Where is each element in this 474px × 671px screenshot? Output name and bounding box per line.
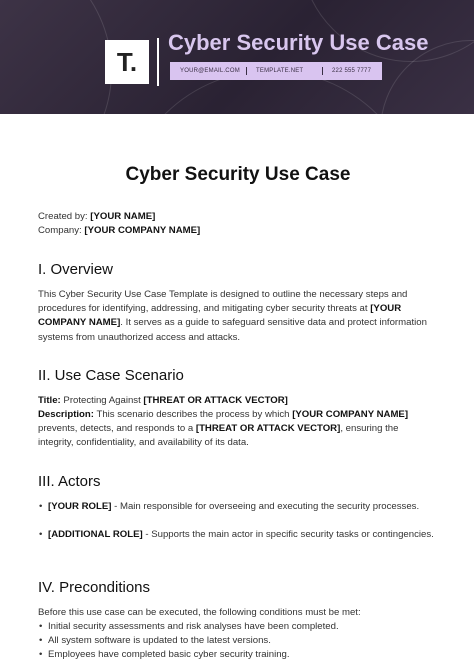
list-item: • All system software is updated to the latest versions.	[38, 634, 436, 648]
scenario-desc-threat: [THREAT OR ATTACK VECTOR]	[195, 423, 341, 435]
decorative-arc	[0, 0, 112, 114]
header-banner	[0, 0, 474, 114]
scenario-description	[38, 408, 436, 451]
section-heading-actors: III. Actors	[38, 473, 101, 490]
company-line	[38, 224, 200, 238]
preconditions-intro: Before this use case can be executed, the following conditions must be met:	[38, 607, 361, 618]
overview-text-2: . It serves as a guide to safeguard sensitive data and protect information systems from unauthorized access and attacks.	[38, 317, 427, 343]
scenario-desc-text-2: prevents, detects, and responds to a	[38, 423, 196, 435]
contact-divider	[322, 67, 323, 75]
list-item	[38, 500, 436, 514]
list-item: • Initial security assessments and risk analyses have been completed.	[38, 620, 436, 634]
contact-divider	[246, 67, 247, 75]
logo-divider	[157, 38, 159, 86]
scenario-title-text: Protecting Against	[63, 395, 144, 406]
banner-title: Cyber Security Use Case	[168, 30, 429, 55]
actor-role: [ADDITIONAL ROLE]	[48, 529, 143, 540]
actor-text: - Supports the main actor in specific security tasks or contingencies.	[142, 529, 434, 540]
actor-text: - Main responsible for overseeing and executing the security processes.	[111, 501, 420, 512]
created-by-value: [YOUR NAME]	[90, 211, 156, 222]
document-title: Cyber Security Use Case	[125, 164, 351, 185]
scenario-title-threat: [THREAT OR ATTACK VECTOR]	[143, 395, 288, 406]
contact-phone: 222 555 7777	[332, 68, 372, 74]
section-heading-overview: I. Overview	[38, 261, 114, 278]
scenario-title-label: Title:	[38, 395, 61, 406]
logo-letter: T.	[116, 46, 138, 77]
scenario-title-line	[38, 394, 436, 408]
list-item	[38, 528, 436, 542]
scenario-desc-text-3: , ensuring the integrity, confidentiality, and availability of its data.	[38, 423, 399, 449]
section-heading-scenario: II. Use Case Scenario	[38, 367, 184, 384]
scenario-desc-company: [YOUR COMPANY NAME]	[292, 409, 409, 420]
section-heading-preconditions: IV. Preconditions	[38, 579, 151, 596]
contact-email: YOUR@EMAIL.COM	[180, 68, 240, 74]
list-item: • Employees have completed basic cyber security training.	[38, 648, 436, 662]
actor-role: [YOUR ROLE]	[48, 501, 112, 512]
scenario-desc-label: Description:	[38, 409, 94, 420]
company-label: Company:	[38, 225, 82, 236]
scenario-desc-text-1: This scenario describes the process by which	[96, 409, 293, 420]
company-value: [YOUR COMPANY NAME]	[84, 225, 201, 236]
contact-site: TEMPLATE.NET	[256, 68, 304, 74]
logo	[105, 40, 149, 84]
overview-paragraph	[38, 288, 436, 345]
contact-bar	[170, 62, 382, 80]
overview-text-1: This Cyber Security Use Case Template is designed to outline the necessary steps and procedures for identifying, addressing, and mitigating cyber security threats at	[38, 289, 408, 315]
created-by-label: Created by:	[38, 211, 88, 222]
created-by-line	[38, 210, 155, 224]
overview-company: [YOUR COMPANY NAME]	[38, 303, 402, 329]
